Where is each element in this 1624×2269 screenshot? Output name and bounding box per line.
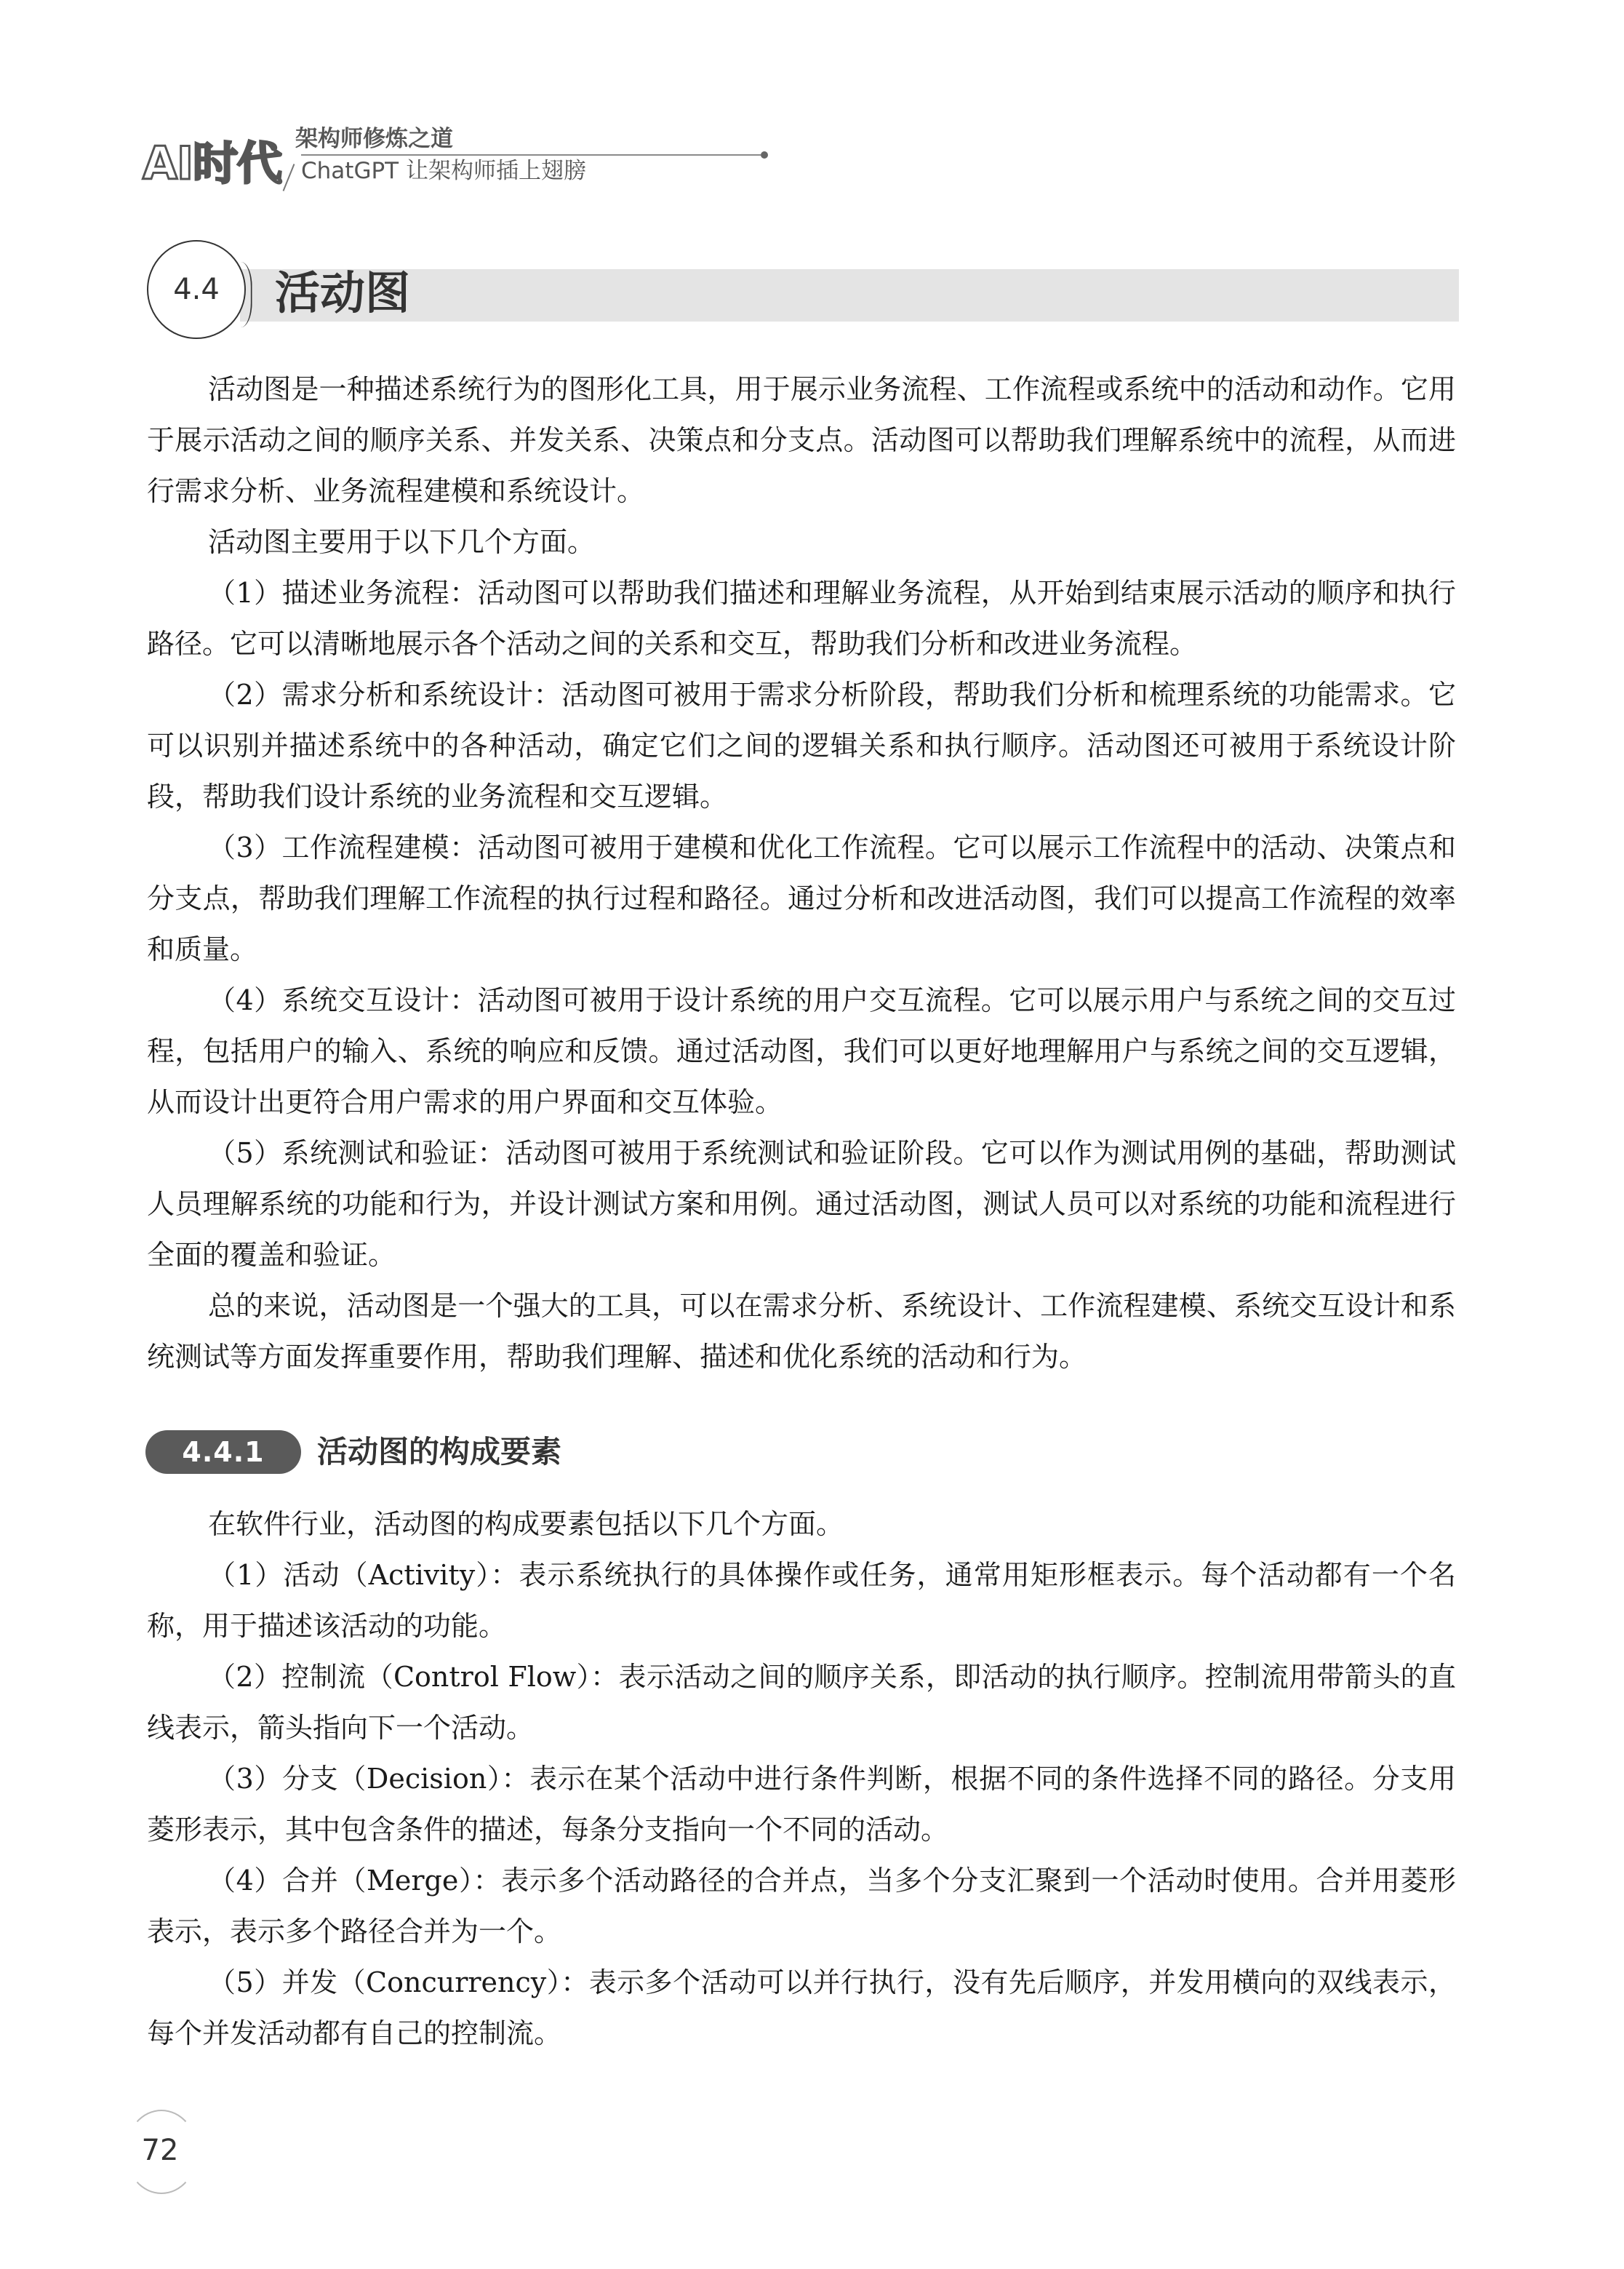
header-slash-divider <box>283 164 295 191</box>
header-rule <box>301 154 761 156</box>
header-book-subtitle: ChatGPT 让架构师插上翅膀 <box>301 158 586 184</box>
paragraph-intro: 活动图是一种描述系统行为的图形化工具，用于展示业务流程、工作流程或系统中的活动和动作。它用于展示活动之间的顺序关系、并发关系、决策点和分支点。活动图可以帮助我们理解系统中的流程，从而进行需求分析、业务流程建模和系统设计。 <box>147 373 1456 507</box>
section-number: 4.4 <box>147 240 246 339</box>
subsection-number: 4.4.1 <box>145 1430 301 1474</box>
paragraph-uses-lead: 活动图主要用于以下几个方面。 <box>208 526 596 558</box>
header-brand: AI时代 <box>143 137 282 190</box>
header-book-title: 架构师修炼之道 <box>295 126 453 152</box>
paragraph-elements-lead: 在软件行业，活动图的构成要素包括以下几个方面。 <box>208 1508 844 1540</box>
paragraph-summary: 总的来说，活动图是一个强大的工具，可以在需求分析、系统设计、工作流程建模、系统交互设计和系统测试等方面发挥重要作用，帮助我们理解、描述和优化系统的活动和行为。 <box>147 1290 1456 1373</box>
page-number: 72 <box>141 2134 179 2167</box>
paragraph-use-3: （3）工作流程建模：活动图可被用于建模和优化工作流程。它可以展示工作流程中的活动、决策点和分支点，帮助我们理解工作流程的执行过程和路径。通过分析和改进活动图，我们可以提高工作流程的效率和质量。 <box>147 832 1456 965</box>
running-header <box>143 121 652 201</box>
paragraph-element-concurrency: （5）并发（Concurrency）：表示多个活动可以并行执行，没有先后顺序，并发用横向的双线表示，每个并发活动都有自己的控制流。 <box>147 1966 1456 2049</box>
paragraph-element-activity: （1）活动（Activity）：表示系统执行的具体操作或任务，通常用矩形框表示。每个活动都有一个名称，用于描述该活动的功能。 <box>147 1559 1456 1642</box>
paragraph-use-4: （4）系统交互设计：活动图可被用于设计系统的用户交互流程。它可以展示用户与系统之间的交互过程，包括用户的输入、系统的响应和反馈。通过活动图，我们可以更好地理解用户与系统之间的交互逻辑，从而设计出更符合用户需求的用户界面和交互体验。 <box>147 984 1456 1118</box>
paragraph-use-1: （1）描述业务流程：活动图可以帮助我们描述和理解业务流程，从开始到结束展示活动的顺序和执行路径。它可以清晰地展示各个活动之间的关系和交互，帮助我们分析和改进业务流程。 <box>147 577 1456 660</box>
section-title: 活动图 <box>275 266 411 319</box>
subsection-title: 活动图的构成要素 <box>317 1434 562 1470</box>
paragraph-element-control-flow: （2）控制流（Control Flow）：表示活动之间的顺序关系，即活动的执行顺序。控制流用带箭头的直线表示，箭头指向下一个活动。 <box>147 1661 1456 1744</box>
paragraph-element-decision: （3）分支（Decision）：表示在某个活动中进行条件判断，根据不同的条件选择不同的路径。分支用菱形表示，其中包含条件的描述，每条分支指向一个不同的活动。 <box>147 1763 1456 1846</box>
header-dot <box>761 151 768 159</box>
paragraph-use-5: （5）系统测试和验证：活动图可被用于系统测试和验证阶段。它可以作为测试用例的基础，帮助测试人员理解系统的功能和行为，并设计测试方案和用例。通过活动图，测试人员可以对系统的功能和流程进行全面的覆盖和验证。 <box>147 1137 1456 1271</box>
section-heading-band <box>240 269 1459 322</box>
paragraph-element-merge: （4）合并（Merge）：表示多个活动路径的合并点，当多个分支汇聚到一个活动时使用。合并用菱形表示，表示多个路径合并为一个。 <box>147 1865 1456 1947</box>
paragraph-use-2: （2）需求分析和系统设计：活动图可被用于需求分析阶段，帮助我们分析和梳理系统的功能需求。它可以识别并描述系统中的各种活动，确定它们之间的逻辑关系和执行顺序。活动图还可被用于系统设计阶段，帮助我们设计系统的业务流程和交互逻辑。 <box>147 679 1456 813</box>
